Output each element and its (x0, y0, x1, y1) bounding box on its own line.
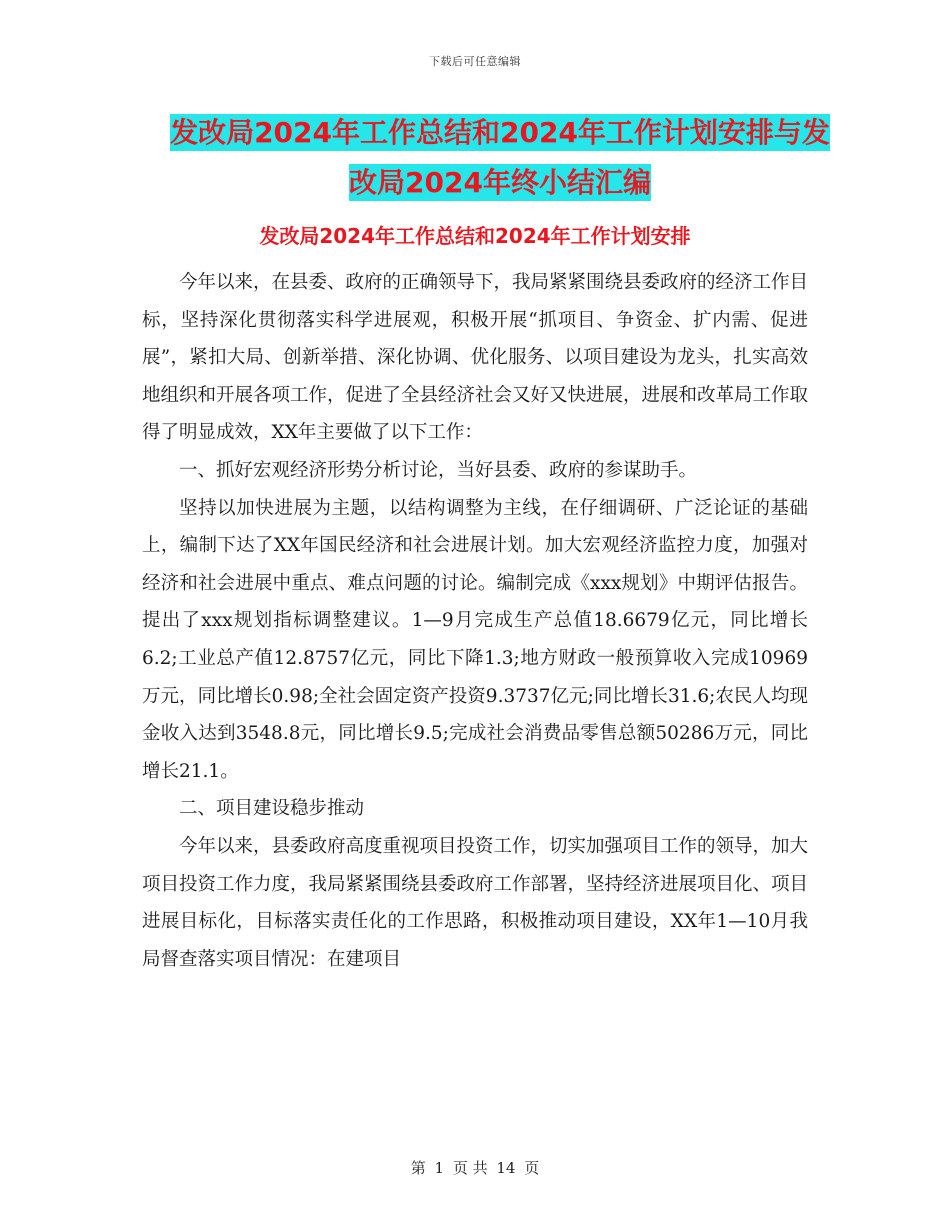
title-line-2: 改局2024年终小结汇编 (349, 166, 651, 199)
footer-middle: 页 共 (452, 1159, 488, 1177)
total-page-count: 14 (496, 1159, 516, 1177)
title-line-1: 发改局2024年工作总结和2024年工作计划安排与发 (170, 116, 830, 149)
footer-prefix: 第 (410, 1159, 426, 1177)
section-title: 发改局2024年工作总结和2024年工作计划安排 (259, 224, 691, 248)
page-footer (0, 1157, 950, 1178)
paragraph: 今年以来，在县委、政府的正确领导下，我局紧紧围绕县委政府的经济工作目标，坚持深化贯彻落实科学进展观，积极开展“抓项目、争资金、扩内需、促进展”，紧扣大局、创新举措、深化协调、优化服务、以项目建设为龙头，扎实高效地组织和开展各项工作，促进了全县经济社会又好又快进展，进展和改革局工作取得了明显成效，XX年主要做了以下工作： (142, 272, 809, 444)
current-page-number: 1 (434, 1159, 445, 1177)
footer-suffix: 页 (524, 1159, 540, 1177)
document-title (120, 108, 880, 208)
paragraph-heading: 二、项目建设稳步推动 (179, 798, 365, 820)
paragraph: 今年以来，县委政府高度重视项目投资工作，切实加强项目工作的领导，加大项目投资工作力度，我局紧紧围绕县委政府工作部署，坚持经济进展项目化、项目进展目标化，目标落实责任化的工作思路，积极推动项目建设，XX年1—10月我局督查落实项目情况：在建项目 (142, 835, 809, 970)
header-note: 下载后可任意编辑 (429, 55, 521, 68)
document-body (142, 264, 808, 978)
paragraph-heading: 一、抓好宏观经济形势分析讨论，当好县委、政府的参谋助手。 (179, 459, 698, 481)
paragraph: 坚持以加快进展为主题，以结构调整为主线，在仔细调研、广泛论证的基础上，编制下达了XX年国民经济和社会进展计划。加大宏观经济监控力度，加强对经济和社会进展中重点、难点问题的讨论。编制完成《xxx规划》中期评估报告。提出了xxx规划指标调整建议。1—9月完成生产总值18.6679亿元，同比增长6.2;工业总产值12.8757亿元，同比下降1.3;地方财政一般预算收入完成10969万元，同比增长0.98;全社会固定资产投资9.3737亿元;同比增长31.6;农民人均现金收入达到3548.8元，同比增长9.5;完成社会消费品零售总额50286万元，同比增长21.1。 (142, 497, 808, 782)
